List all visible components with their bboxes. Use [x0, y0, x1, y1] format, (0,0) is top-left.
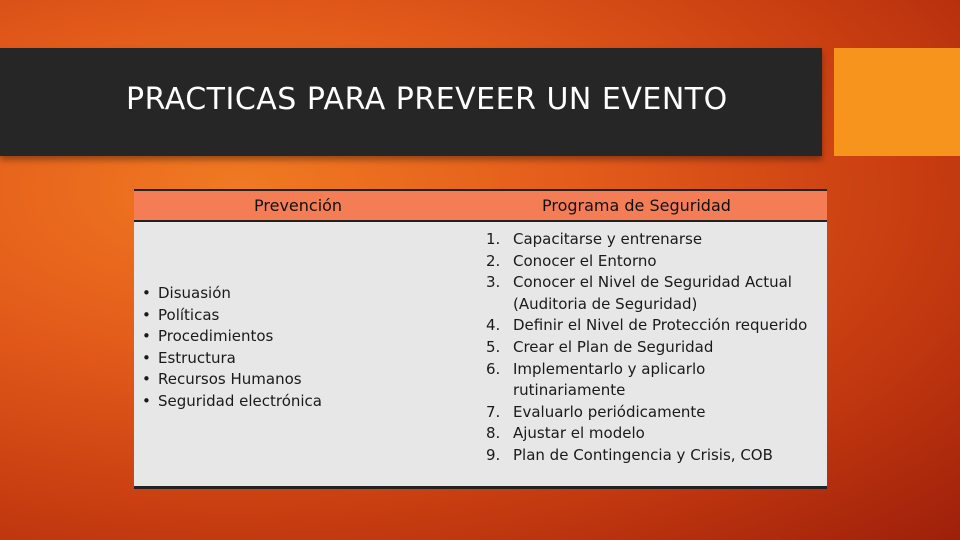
item-number: 5. [486, 337, 501, 356]
list-item: • Políticas [142, 305, 322, 327]
item-text: Implementarlo y aplicarlo rutinariamente [513, 359, 706, 400]
list-item: • Seguridad electrónica [142, 391, 322, 413]
item-text: Capacitarse y entrenarse [513, 230, 703, 248]
table-header-row [134, 191, 827, 222]
item-text: Ajustar el modelo [513, 424, 645, 443]
item-text: Definir el Nivel de Protección requerido [513, 316, 808, 335]
header-programa: Programa de Seguridad [542, 196, 731, 215]
item-text: Crear el Plan de Seguridad [513, 337, 714, 356]
item-number: 4. [486, 316, 501, 335]
item-text: Conocer el Entorno [513, 251, 657, 270]
item-number: 9. [486, 445, 501, 464]
practices-table [134, 189, 827, 489]
slide-title: PRACTICAS PARA PREVEER UN EVENTO [126, 82, 728, 117]
item-text: Plan de Contingencia y Crisis, COB [513, 445, 773, 464]
list-item [486, 272, 818, 315]
list-item [486, 402, 818, 424]
list-item [486, 423, 818, 445]
item-number: 8. [486, 424, 501, 443]
list-item: • Procedimientos [142, 326, 322, 348]
prevencion-list [142, 283, 322, 412]
item-number: 6. [486, 359, 501, 378]
programa-list [486, 229, 818, 467]
item-number: 7. [486, 402, 501, 421]
list-item [486, 445, 818, 467]
list-item [486, 337, 818, 359]
item-text: Evaluarlo periódicamente [513, 402, 706, 421]
item-number: 2. [486, 251, 501, 270]
item-text: Conocer el Nivel de Seguridad Actual (Auditoria de Seguridad) [513, 273, 792, 313]
list-item: • Recursos Humanos [142, 369, 322, 391]
list-item: • Estructura [142, 348, 322, 370]
header-prevencion: Prevención [254, 196, 343, 215]
accent-block [834, 48, 960, 156]
list-item [486, 315, 818, 337]
list-item: • Disuasión [142, 283, 322, 305]
list-item [486, 359, 818, 402]
list-item [486, 251, 818, 273]
item-number: 1. [486, 230, 501, 248]
list-item [486, 229, 818, 251]
item-number: 3. [486, 273, 501, 292]
